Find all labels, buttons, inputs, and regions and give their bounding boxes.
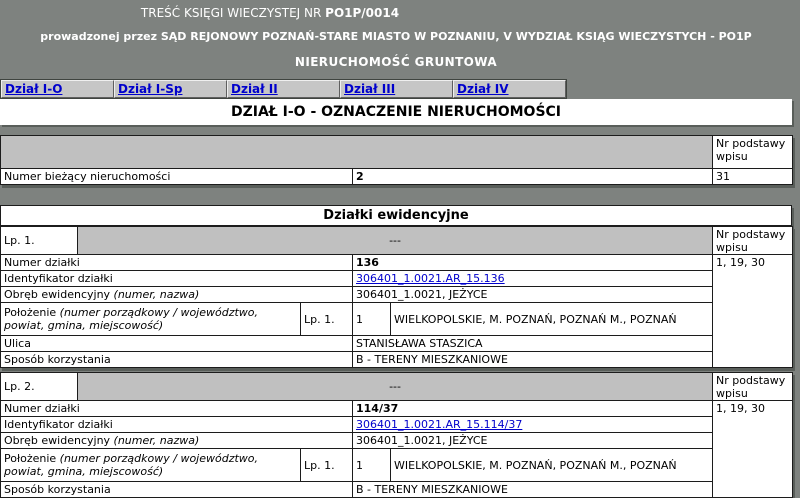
- usage-value: B - TERENY MIESZKANIOWE: [353, 482, 713, 498]
- table-row: [1, 227, 793, 255]
- property-type-line: NIERUCHOMOŚĆ GRUNTOWA: [294, 55, 498, 69]
- block-lp-cell: Lp. 1.: [1, 227, 78, 255]
- table-header-row: [1, 136, 793, 169]
- tab-dzial-i-o-link[interactable]: Dział I-O: [5, 82, 63, 96]
- polozenie-label-hint: (numer porządkowy / województwo, powiat, gmina, miejscowość): [4, 452, 259, 478]
- table-row: [1, 449, 793, 482]
- obreb-label: Obręb ewidencyjny: [4, 434, 114, 447]
- section-title: DZIAŁ I-O - OZNACZENIE NIERUCHOMOŚCI: [0, 99, 792, 125]
- polozenie-value-cell: WIELKOPOLSKIE, M. POZNAŃ, POZNAŃ M., POZNAŃ: [391, 449, 713, 482]
- obreb-label-hint: (numer, nazwa): [113, 434, 200, 447]
- row-label: [1, 303, 301, 336]
- tab-dzial-iii[interactable]: [340, 80, 453, 98]
- separator-cell: ---: [78, 373, 713, 401]
- polozenie-label: Położenie: [4, 306, 60, 319]
- table-row: [1, 417, 793, 433]
- section-tab-strip: [0, 79, 567, 99]
- table-row: [1, 336, 793, 352]
- page-header: [0, 0, 800, 69]
- row-label: Numer działki: [1, 401, 353, 417]
- row-value: 2: [353, 169, 713, 185]
- table-row: [1, 169, 793, 185]
- table-row: [1, 401, 793, 417]
- polozenie-value-cell: WIELKOPOLSKIE, M. POZNAŃ, POZNAŃ M., POZNAŃ: [391, 303, 713, 336]
- table-row: [1, 352, 793, 368]
- polozenie-lp-cell: Lp. 1.: [301, 449, 353, 482]
- dzialki-title-table: [0, 205, 792, 226]
- tab-dzial-i-o[interactable]: [1, 80, 114, 98]
- table-row: [1, 303, 793, 336]
- polozenie-label: Położenie: [4, 452, 60, 465]
- basis-value: 31: [713, 169, 793, 185]
- parcel-number-value: 136: [353, 255, 713, 271]
- table-row: [1, 482, 793, 498]
- polozenie-label-hint: (numer porządkowy / województwo, powiat, gmina, miejscowość): [4, 306, 259, 332]
- kw-title-line: [0, 6, 540, 20]
- parcel-id-link[interactable]: 306401_1.0021.AR_15.136: [356, 272, 505, 285]
- dzialki-section-title: Działki ewidencyjne: [1, 206, 792, 226]
- basis-header-cell: Nr podstawy wpisu: [713, 227, 793, 255]
- table-row: [1, 373, 793, 401]
- table-row: [1, 206, 792, 226]
- tab-dzial-iv[interactable]: [453, 80, 566, 98]
- tab-dzial-i-sp-link[interactable]: Dział I-Sp: [118, 82, 183, 96]
- usage-value: B - TERENY MIESZKANIOWE: [353, 352, 713, 368]
- tab-dzial-i-sp[interactable]: [114, 80, 227, 98]
- polozenie-num-cell: 1: [353, 449, 391, 482]
- parcel-block-2: [0, 372, 793, 498]
- basis-value: 1, 19, 30: [713, 255, 793, 368]
- polozenie-num-cell: 1: [353, 303, 391, 336]
- basis-header-cell: Nr podstawy wpisu: [713, 136, 793, 169]
- row-label: [1, 287, 353, 303]
- tab-dzial-iii-link[interactable]: Dział III: [344, 82, 396, 96]
- parcel-number-value: 114/37: [353, 401, 713, 417]
- court-line: prowadzonej przez SĄD REJONOWY POZNAŃ-STARE MIASTO W POZNANIU, V WYDZIAŁ KSIĄG WIECZYSTYCH - PO1P: [40, 30, 752, 43]
- row-label: Numer działki: [1, 255, 353, 271]
- row-label: Sposób korzystania: [1, 352, 353, 368]
- parcel-block-1: [0, 226, 793, 368]
- obreb-label: Obręb ewidencyjny: [4, 288, 114, 301]
- kw-title-prefix: TREŚĆ KSIĘGI WIECZYSTEJ NR: [140, 6, 326, 20]
- row-value: 306401_1.0021, JEŻYCE: [353, 287, 713, 303]
- obreb-label-hint: (numer, nazwa): [113, 288, 200, 301]
- row-value: [353, 417, 713, 433]
- tab-dzial-iv-link[interactable]: Dział IV: [457, 82, 509, 96]
- tab-dzial-ii[interactable]: [227, 80, 340, 98]
- row-value: [353, 271, 713, 287]
- polozenie-lp-cell: Lp. 1.: [301, 303, 353, 336]
- row-label: Identyfikator działki: [1, 271, 353, 287]
- header-spacer-cell: [1, 136, 713, 169]
- street-value: STANISŁAWA STASZICA: [353, 336, 713, 352]
- row-label: Identyfikator działki: [1, 417, 353, 433]
- current-number-table: [0, 135, 793, 185]
- table-row: [1, 287, 793, 303]
- block-lp-cell: Lp. 2.: [1, 373, 78, 401]
- table-row: [1, 433, 793, 449]
- row-label: [1, 449, 301, 482]
- tab-dzial-ii-link[interactable]: Dział II: [231, 82, 278, 96]
- row-label: [1, 433, 353, 449]
- parcel-id-link[interactable]: 306401_1.0021.AR_15.114/37: [356, 418, 523, 431]
- row-label: Sposób korzystania: [1, 482, 353, 498]
- separator-cell: ---: [78, 227, 713, 255]
- row-value: 306401_1.0021, JEŻYCE: [353, 433, 713, 449]
- table-row: [1, 255, 793, 271]
- basis-value: 1, 19, 30: [713, 401, 793, 498]
- row-label: Numer bieżący nieruchomości: [1, 169, 353, 185]
- table-row: [1, 271, 793, 287]
- row-label: Ulica: [1, 336, 353, 352]
- basis-header-cell: Nr podstawy wpisu: [713, 373, 793, 401]
- kw-number: PO1P/0014: [325, 6, 400, 20]
